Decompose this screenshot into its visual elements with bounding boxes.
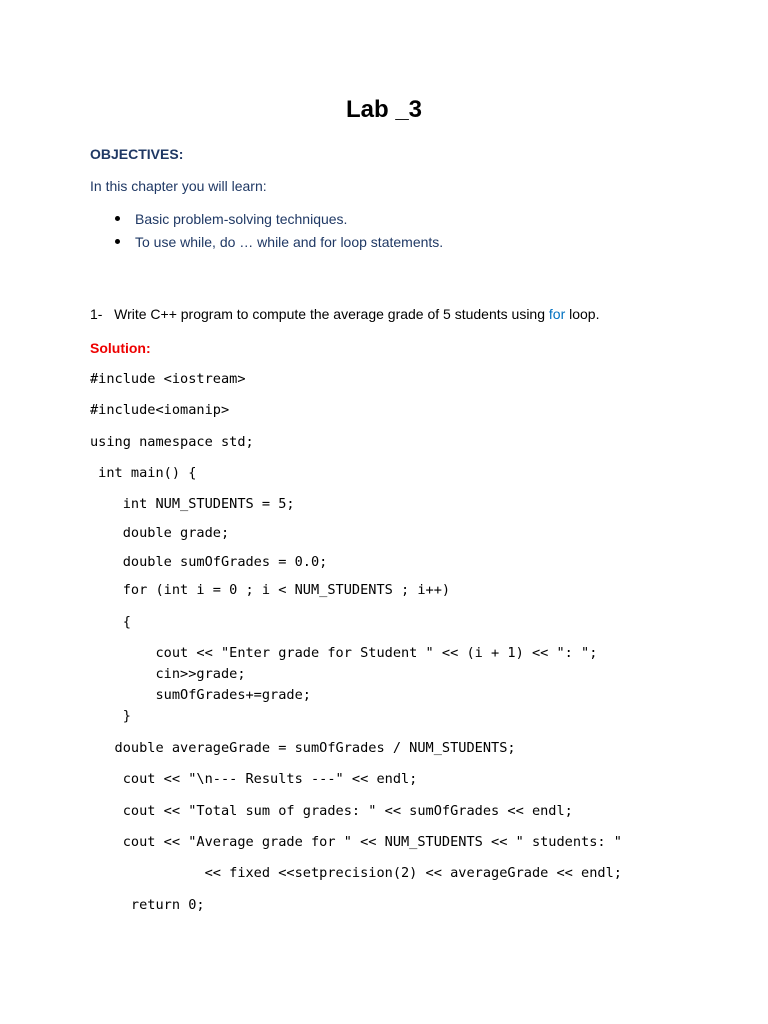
- code-line: int main() {: [90, 465, 197, 481]
- intro-text: In this chapter you will learn:: [90, 178, 267, 194]
- question-number: 1-: [90, 306, 103, 322]
- code-line: double grade;: [90, 525, 230, 541]
- list-item-text: To use while, do … while and for loop statements.: [135, 234, 444, 250]
- code-line: {: [90, 614, 131, 630]
- code-line: cout << "\n--- Results ---" << endl;: [90, 771, 418, 787]
- objectives-heading: OBJECTIVES:: [90, 146, 184, 162]
- question-text-after: loop.: [565, 306, 600, 322]
- code-line: }: [90, 708, 131, 724]
- code-line: << fixed <<setprecision(2) << averageGrade << endl;: [90, 865, 622, 881]
- code-line: #include <iostream>: [90, 371, 246, 387]
- code-line: cout << "Enter grade for Student " << (i + 1) << ": ";: [90, 645, 598, 661]
- code-line: cin>>grade;: [90, 666, 246, 682]
- list-item-text: Basic problem-solving techniques.: [135, 211, 348, 227]
- question-keyword: for: [548, 306, 566, 322]
- solution-label: Solution:: [90, 340, 151, 356]
- code-line: double sumOfGrades = 0.0;: [90, 554, 328, 570]
- bullet-icon: [115, 216, 120, 221]
- bullet-icon: [115, 239, 120, 244]
- question-1: [90, 305, 599, 323]
- code-line: return 0;: [90, 897, 205, 913]
- code-line: cout << "Average grade for " << NUM_STUDENTS << " students: ": [90, 834, 622, 850]
- code-line: int NUM_STUDENTS = 5;: [90, 496, 295, 512]
- code-line: for (int i = 0 ; i < NUM_STUDENTS ; i++): [90, 582, 451, 598]
- question-text-before: Write C++ program to compute the average grade of 5 students using: [114, 306, 549, 322]
- document-title: Lab _3: [345, 96, 423, 123]
- code-line: double averageGrade = sumOfGrades / NUM_STUDENTS;: [90, 740, 516, 756]
- code-line: sumOfGrades+=grade;: [90, 687, 311, 703]
- code-line: #include<iomanip>: [90, 402, 230, 418]
- code-line: cout << "Total sum of grades: " << sumOfGrades << endl;: [90, 803, 573, 819]
- code-line: using namespace std;: [90, 434, 254, 450]
